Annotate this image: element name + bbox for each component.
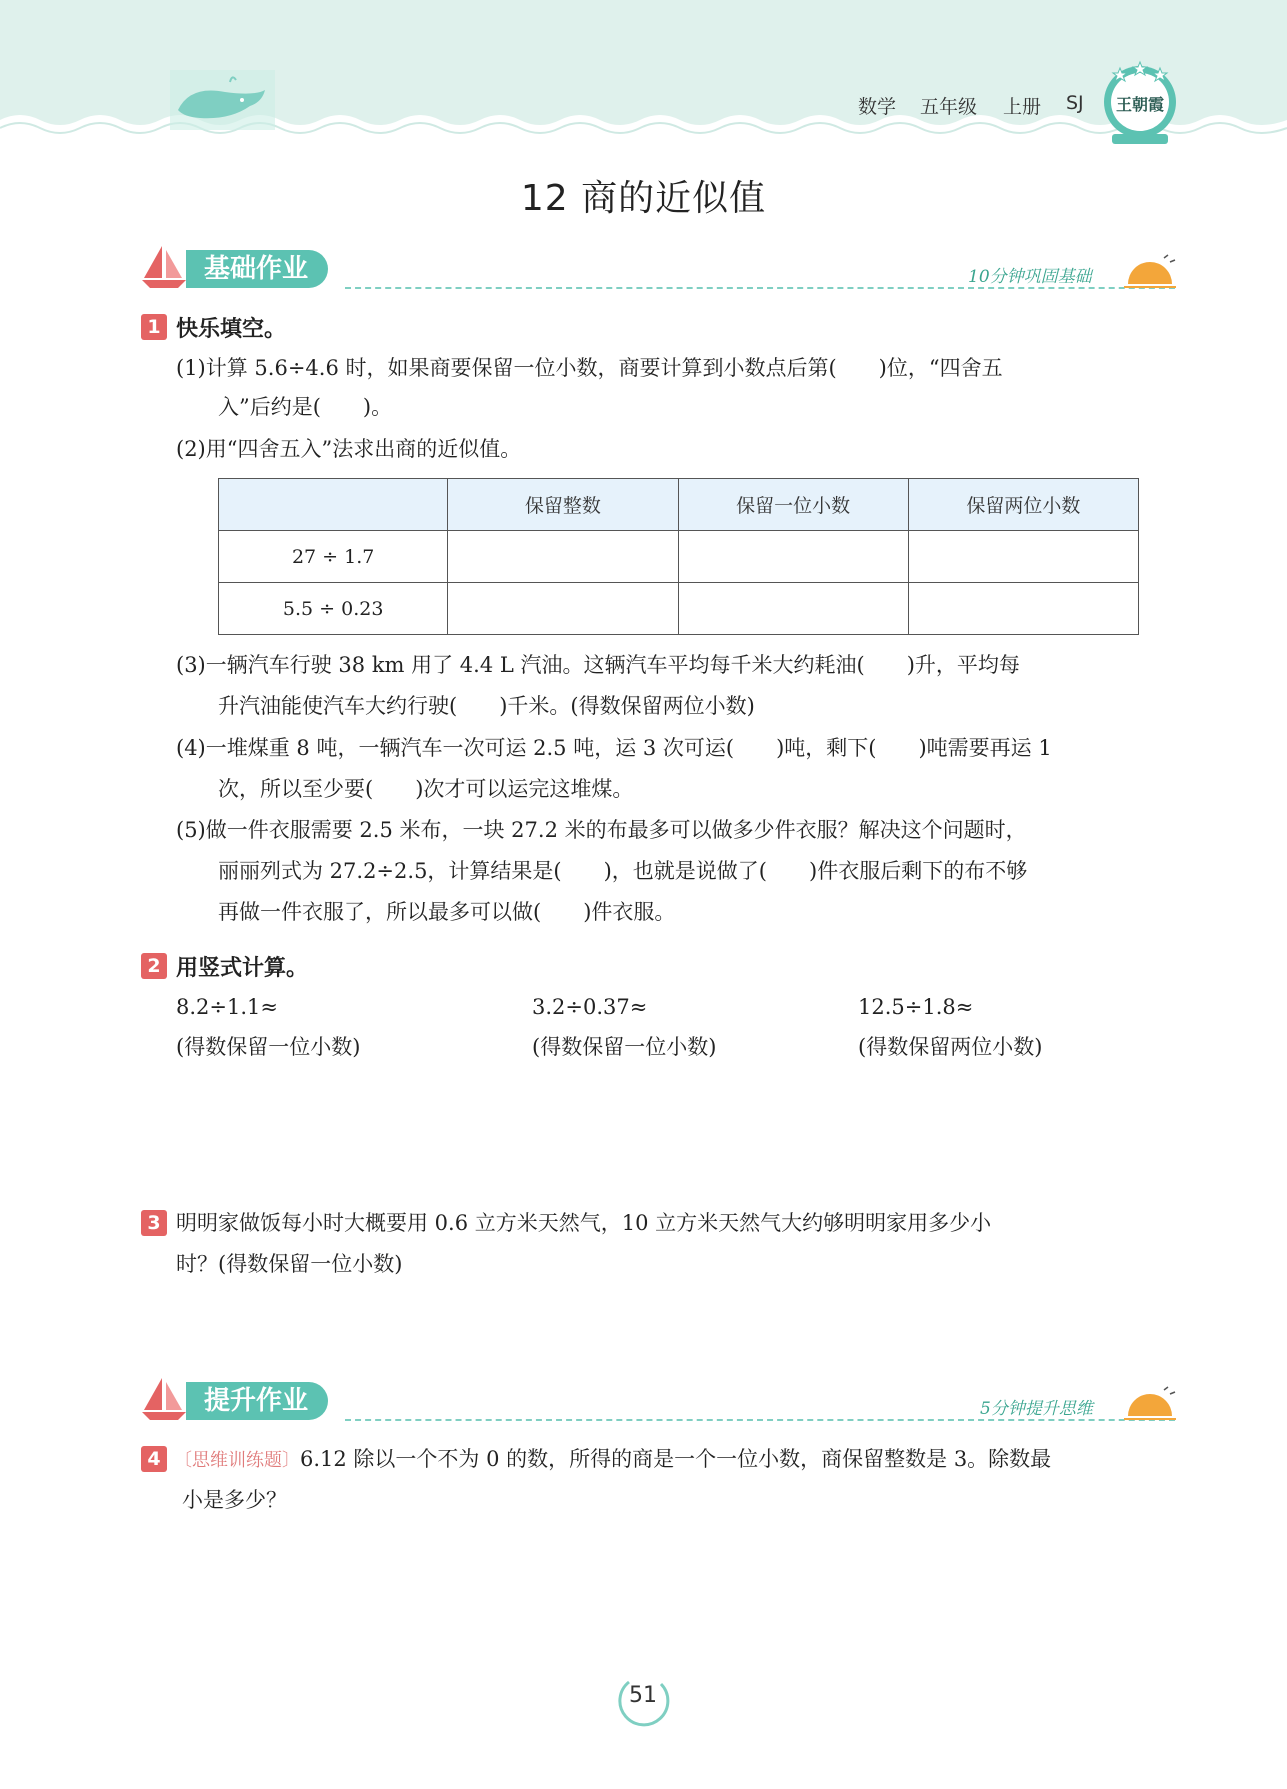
table-cell-answer[interactable] — [678, 531, 908, 583]
badge-text: 王朝霞 — [1115, 95, 1164, 114]
page-number: 51 — [629, 1683, 657, 1708]
table-cell-answer[interactable] — [448, 583, 678, 635]
page-title: 12 商的近似值 — [520, 178, 767, 219]
table-header-cell: 保留整数 — [448, 479, 678, 531]
table-cell-answer[interactable] — [678, 583, 908, 635]
section-advanced-label: 提升作业 — [186, 1382, 328, 1420]
q1-part4-line1: (4)一堆煤重 8 吨，一辆汽车一次可运 2.5 吨，运 3 次可运( )吨，剩下( )吨需要再运 1 — [176, 736, 1052, 760]
volume-label: 上册 — [1003, 96, 1042, 118]
sailboat-icon — [140, 244, 188, 290]
question-number-1: 1 — [141, 314, 167, 340]
table-cell-answer[interactable] — [908, 531, 1138, 583]
q1-part5-line3: 再做一件衣服了，所以最多可以做( )件衣服。 — [218, 900, 676, 924]
q1-part3-line2: 升汽油能使汽车大约行驶( )千米。(得数保留两位小数) — [218, 694, 755, 718]
q1-part1-line1: (1)计算 5.6÷4.6 时，如果商要保留一位小数，商要计算到小数点后第( )位，“四舍五 — [176, 356, 1003, 380]
q2-expression: 12.5÷1.8≈ — [858, 995, 974, 1019]
section-advanced-note: 5分钟提升思维 — [980, 1399, 1093, 1419]
q3-line1: 明明家做饭每小时大概要用 0.6 立方米天然气，10 立方米天然气大约够明明家用多少小 — [176, 1211, 992, 1235]
q2-note: (得数保留一位小数) — [176, 1035, 361, 1059]
q3-line2: 时？(得数保留一位小数) — [176, 1252, 403, 1276]
sun-icon — [1120, 1384, 1180, 1424]
table-header-cell — [219, 479, 448, 531]
subject-label: 数学 — [858, 96, 897, 118]
q2-expression: 8.2÷1.1≈ — [176, 995, 278, 1019]
q1-part3-line1: (3)一辆汽车行驶 38 km 用了 4.4 L 汽油。这辆汽车平均每千米大约耗油( )升，平均每 — [176, 653, 1020, 677]
table-header-row — [219, 479, 1139, 531]
q4-tag: 〔思维训练题〕 — [174, 1450, 300, 1471]
table-cell-expression: 5.5 ÷ 0.23 — [219, 583, 448, 635]
table-header-cell: 保留一位小数 — [678, 479, 908, 531]
table-cell-expression: 27 ÷ 1.7 — [219, 531, 448, 583]
section-basic-header — [186, 248, 328, 285]
sailboat-icon — [140, 1376, 188, 1422]
question-number-2: 2 — [141, 953, 167, 979]
question-1-title: 快乐填空。 — [176, 317, 287, 342]
edition-label: SJ — [1066, 92, 1084, 114]
table-row — [219, 531, 1139, 583]
question-2-title: 用竖式计算。 — [176, 956, 309, 981]
table-row — [219, 583, 1139, 635]
section-basic-divider — [345, 287, 1175, 289]
question-number-4: 4 — [141, 1446, 167, 1472]
q2-note: (得数保留一位小数) — [532, 1035, 717, 1059]
q1-part1-line2: 入”后约是( )。 — [218, 395, 393, 419]
q1-part2: (2)用“四舍五入”法求出商的近似值。 — [176, 437, 522, 461]
q2-expression: 3.2÷0.37≈ — [532, 995, 648, 1019]
approximation-table — [218, 478, 1139, 635]
q4-text: 6.12 除以一个不为 0 的数，所得的商是一个一位小数，商保留整数是 3。除数最 — [300, 1447, 1052, 1471]
section-advanced-header — [186, 1380, 328, 1417]
table-cell-answer[interactable] — [448, 531, 678, 583]
q1-part5-line1: (5)做一件衣服需要 2.5 米布，一块 27.2 米的布最多可以做多少件衣服？解决这个问题时， — [176, 818, 1027, 842]
grade-label: 五年级 — [920, 96, 978, 118]
q4-line2: 小是多少？ — [182, 1488, 287, 1512]
table-header-cell: 保留两位小数 — [908, 479, 1138, 531]
question-number-3: 3 — [141, 1210, 167, 1236]
q1-part5-line2: 丽丽列式为 27.2÷2.5，计算结果是( )，也就是说做了( )件衣服后剩下的布不够 — [218, 859, 1028, 883]
sun-icon — [1120, 252, 1180, 292]
section-advanced-divider — [345, 1419, 1175, 1421]
section-basic-label: 基础作业 — [186, 250, 328, 288]
q4-line1 — [174, 1444, 1051, 1476]
section-basic-note: 10分钟巩固基础 — [968, 267, 1092, 287]
q1-part4-line2: 次，所以至少要( )次才可以运完这堆煤。 — [218, 777, 634, 801]
brand-badge — [1100, 58, 1180, 148]
q2-note: (得数保留两位小数) — [858, 1035, 1043, 1059]
whale-icon — [170, 70, 275, 130]
table-cell-answer[interactable] — [908, 583, 1138, 635]
